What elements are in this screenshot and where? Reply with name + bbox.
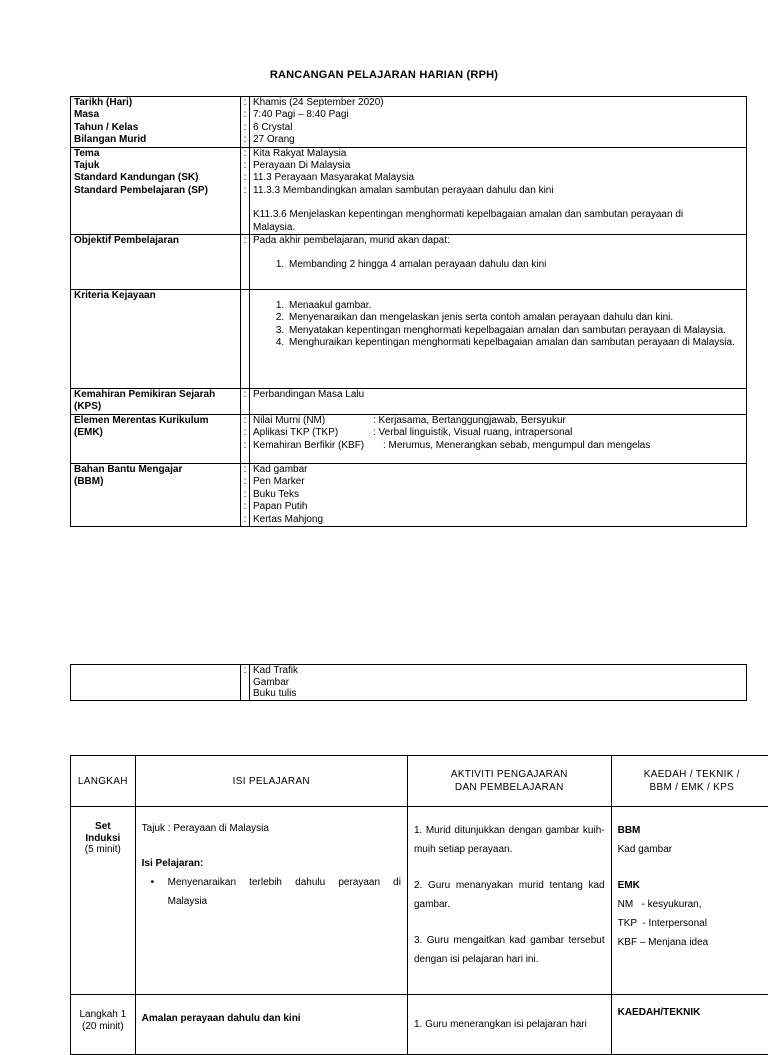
activity-1: 1. Murid ditunjukkan dengan gambar kuih-muih setiap perayaan. bbox=[414, 821, 605, 859]
list-item: Buku Teks bbox=[253, 489, 743, 501]
label-sk: Standard Kandungan (SK) bbox=[74, 172, 237, 184]
step-title: Set Induksi bbox=[72, 821, 134, 844]
list-item: 3. Menyatakan kepentingan menghormati kepelbagaian amalan dan sambutan perayaan di Malaysia. bbox=[287, 325, 743, 337]
isi-heading: Amalan perayaan dahulu dan kini bbox=[142, 1009, 401, 1028]
basic-info-row: Tarikh (Hari) Masa Tahun / Kelas Bilangan Murid : : : : Khamis (24 September 2020) 7:40 Pagi – 8:40 Pagi 6 Crystal 27 Orang bbox=[71, 97, 747, 148]
list-item: Kad Trafik bbox=[253, 665, 743, 677]
label-bbm: Bahan Bantu Mengajar bbox=[74, 464, 237, 476]
list-item: • Menyenaraikan terlebih dahulu perayaan di Malaysia bbox=[168, 873, 401, 911]
header-kaedah: KAEDAH / TEKNIK / BBM / EMK / KPS bbox=[611, 756, 768, 807]
step-time: (20 minit) bbox=[72, 1021, 134, 1033]
label-emk: Elemen Merentas Kurikulum bbox=[74, 415, 237, 427]
step-title: Langkah 1 bbox=[72, 1009, 134, 1021]
list-item: Gambar bbox=[253, 677, 743, 689]
emk-heading: EMK bbox=[618, 876, 766, 895]
list-item: Kad gambar bbox=[253, 464, 743, 476]
list-item: Buku tulis bbox=[253, 688, 743, 700]
label-kriteria: Kriteria Kejayaan bbox=[74, 290, 237, 302]
list-item: Papan Putih bbox=[253, 501, 743, 513]
emk-row: Elemen Merentas Kurikulum (EMK) : : : Nilai Murni (NM) : Kerjasama, Bertanggungjawab, Bersyukur Aplikasi TKP (TKP) : Verbal linguistik, Visual ruang, intrapersonal Kemahiran Berfikir (KBF) : Merumus, Menerangkan sebab, mengumpul dan mengelas bbox=[71, 414, 747, 463]
table-header-row bbox=[71, 756, 768, 807]
bbm-heading: BBM bbox=[618, 821, 766, 840]
standard-row: Tema Tajuk Standard Kandungan (SK) Standard Pembelajaran (SP) : : : : Kita Rakyat Malaysia Perayaan Di Malaysia 11.3 Perayaan Masyarakat Malaysia 11.3.3 Membandingkan amalan sambutan perayaan dahulu dan kini K11.3.6 Menjelaskan kepentingan menghormati kepelbagaian amalan dan sambutan perayaan di Malaysia. bbox=[71, 147, 747, 234]
label-tema: Tema bbox=[74, 148, 237, 160]
activity-2: 2. Guru menanyakan murid tentang kad gambar. bbox=[414, 876, 605, 914]
label-masa: Masa bbox=[74, 109, 237, 121]
table-row bbox=[71, 807, 768, 995]
kriteria-row bbox=[71, 290, 747, 389]
lesson-steps-table bbox=[70, 755, 768, 1055]
emk-line: KBF – Menjana idea bbox=[618, 933, 766, 952]
isi-list bbox=[142, 873, 401, 911]
label-sp: Standard Pembelajaran (SP) bbox=[74, 185, 237, 197]
list-item: 1. Membanding 2 hingga 4 amalan perayaan dahulu dan kini bbox=[287, 259, 743, 271]
emk-nilai-murni: Nilai Murni (NM) : Kerjasama, Bertanggungjawab, Bersyukur bbox=[253, 415, 743, 427]
objektif-list bbox=[253, 259, 743, 271]
label-tarikh: Tarikh (Hari) bbox=[74, 97, 237, 109]
label-tahun-kelas: Tahun / Kelas bbox=[74, 122, 237, 134]
label-objektif: Objektif Pembelajaran bbox=[74, 235, 237, 247]
header-isi-pelajaran: ISI PELAJARAN bbox=[135, 756, 407, 807]
isi-heading: Isi Pelajaran: bbox=[142, 854, 401, 873]
header-aktiviti: AKTIVITI PENGAJARAN DAN PEMBELAJARAN bbox=[407, 756, 611, 807]
emk-line: NM - kesyukuran, bbox=[618, 895, 766, 914]
table-row bbox=[71, 995, 768, 1055]
list-item: 1. Menaakul gambar. bbox=[287, 300, 743, 312]
value-kps: Perbandingan Masa Lalu bbox=[253, 389, 743, 401]
kaedah-heading: KAEDAH/TEKNIK bbox=[618, 1003, 766, 1022]
emk-tkp: Aplikasi TKP (TKP) : Verbal linguistik, Visual ruang, intrapersonal bbox=[253, 427, 743, 439]
bbm-row: Bahan Bantu Mengajar (BBM) : : : : : Kad gambar Pen Marker Buku Teks Papan Putih Kertas Mahjong bbox=[71, 463, 747, 526]
list-item: 2. Menyenaraikan dan mengelaskan jenis serta contoh amalan perayaan dahulu dan kini. bbox=[287, 312, 743, 324]
kriteria-list bbox=[253, 300, 743, 350]
list-item: Pen Marker bbox=[253, 476, 743, 488]
value-sp: 11.3.3 Membandingkan amalan sambutan perayaan dahulu dan kini bbox=[253, 185, 743, 197]
list-item: 4. Menghuraikan kepentingan menghormati kepelbagaian amalan dan sambutan perayaan di Malaysia. bbox=[287, 337, 743, 349]
value-tarikh: Khamis (24 September 2020) bbox=[253, 97, 743, 109]
value-tahun-kelas: 6 Crystal bbox=[253, 122, 743, 134]
value-masa: 7:40 Pagi – 8:40 Pagi bbox=[253, 109, 743, 121]
objektif-intro: Pada akhir pembelajaran, murid akan dapat: bbox=[253, 235, 743, 247]
kps-row: Kemahiran Pemikiran Sejarah (KPS) : Perbandingan Masa Lalu bbox=[71, 389, 747, 415]
label-bilangan-murid: Bilangan Murid bbox=[74, 134, 237, 146]
objektif-row: Objektif Pembelajaran : Pada akhir pembelajaran, murid akan dapat: 1. Membanding 2 hingga 4 amalan perayaan dahulu dan kini bbox=[71, 235, 747, 290]
emk-line: TKP - Interpersonal bbox=[618, 914, 766, 933]
activity-3: 3. Guru mengaitkan kad gambar tersebut dengan isi pelajaran hari ini. bbox=[414, 931, 605, 969]
page-title: RANCANGAN PELAJARAN HARIAN (RPH) bbox=[0, 69, 768, 81]
header-langkah: LANGKAH bbox=[71, 756, 136, 807]
label-kps: Kemahiran Pemikiran Sejarah bbox=[74, 389, 237, 401]
emk-kbf: Kemahiran Berfikir (KBF) : Merumus, Menerangkan sebab, mengumpul dan mengelas bbox=[253, 440, 743, 452]
label-tajuk: Tajuk bbox=[74, 160, 237, 172]
value-sk: 11.3 Perayaan Masyarakat Malaysia bbox=[253, 172, 743, 184]
bbm-continued-table: : Kad Trafik Gambar Buku tulis bbox=[70, 664, 747, 701]
list-item: Kertas Mahjong bbox=[253, 514, 743, 526]
step-time: (5 minit) bbox=[72, 844, 134, 856]
value-sp2-line2: Malaysia. bbox=[253, 222, 743, 234]
value-tema: Kita Rakyat Malaysia bbox=[253, 148, 743, 160]
value-bilangan-murid: 27 Orang bbox=[253, 134, 743, 146]
bbm-value: Kad gambar bbox=[618, 840, 766, 859]
activity-1: 1. Guru menerangkan isi pelajaran hari bbox=[414, 1015, 605, 1034]
value-tajuk: Perayaan Di Malaysia bbox=[253, 160, 743, 172]
rph-info-table bbox=[70, 96, 747, 527]
value-sp2-line1: K11.3.6 Menjelaskan kepentingan menghormati kepelbagaian amalan dan sambutan perayaan di bbox=[253, 209, 743, 221]
isi-tajuk: Tajuk : Perayaan di Malaysia bbox=[142, 819, 401, 838]
